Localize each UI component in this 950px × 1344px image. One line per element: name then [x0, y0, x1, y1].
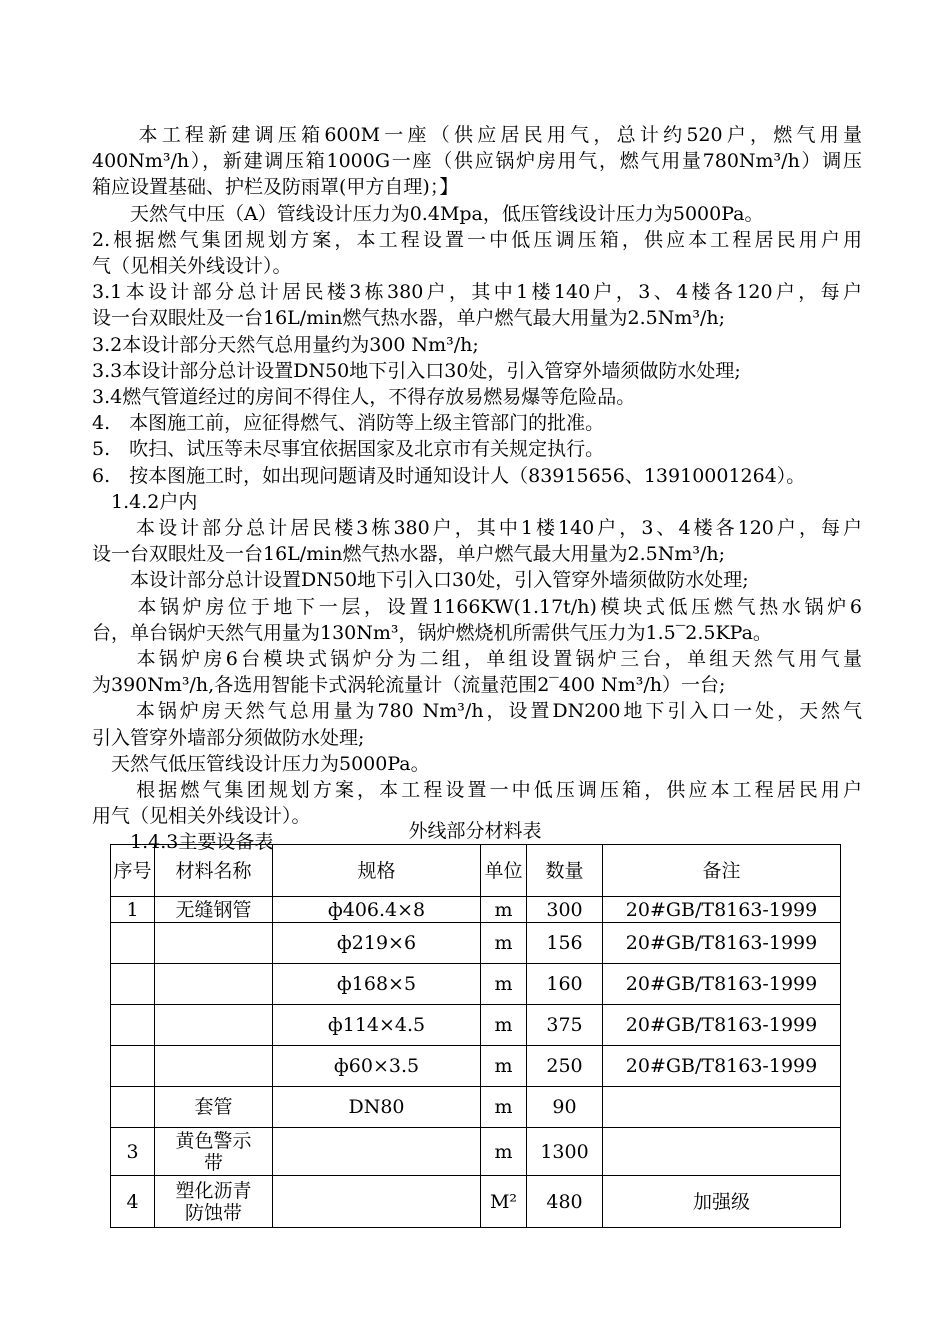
table-row: [111, 923, 841, 964]
text-line: 引入管穿外墙部分须做防水处理;: [92, 727, 365, 749]
cell-quantity: 480: [527, 1176, 603, 1228]
cell-quantity: 375: [527, 1005, 603, 1046]
cell-spec: ф168×5: [273, 964, 481, 1005]
text-line: 3.4燃气管道经过的房间不得住人，不得存放易燃易爆等危险品。: [92, 386, 636, 408]
table-body: [111, 897, 841, 1228]
text-line: 5. 吹扫、试压等未尽事宜依据国家及北京市有关规定执行。: [92, 438, 605, 460]
cell-unit: m: [481, 964, 527, 1005]
text-line: 本锅炉房天然气总用量为780 Nm³/h，设置DN200地下引入口一处，天然气: [92, 700, 862, 722]
text-line: 6. 按本图施工时，如出现问题请及时通知设计人（83915656、13910001264）。: [92, 465, 806, 487]
cell-material-name: [155, 923, 273, 964]
header-material-name: 材料名称: [155, 845, 273, 897]
table-header-row: [111, 845, 841, 897]
cell-index: 3: [111, 1128, 155, 1176]
header-remarks: 备注: [603, 845, 841, 897]
text-line: 1.4.3主要设备表: [92, 831, 274, 853]
text-line: 本锅炉房6台模块式锅炉分为二组，单组设置锅炉三台，单组天然气用气量: [92, 648, 862, 670]
cell-remarks: 20#GB/T8163-1999: [603, 1046, 841, 1087]
text-line: 用气（见相关外线设计）。: [92, 805, 311, 827]
cell-unit: m: [481, 1087, 527, 1128]
cell-material-name: [155, 964, 273, 1005]
text-line: 天然气低压管线设计压力为5000Pa。: [92, 753, 430, 775]
text-line: 设一台双眼灶及一台16L/min燃气热水器，单户燃气最大用量为2.5Nm³/h;: [92, 307, 726, 329]
cell-remarks: [603, 1087, 841, 1128]
cell-index: [111, 1046, 155, 1087]
text-line: 本设计部分总计居民楼3栋380户，其中1楼140户，3、4楼各120户，每户: [92, 517, 862, 539]
text-line: 本锅炉房位于地下一层，设置1166KW(1.17t/h)模块式低压燃气热水锅炉6: [92, 596, 862, 618]
cell-quantity: 250: [527, 1046, 603, 1087]
cell-unit: m: [481, 1005, 527, 1046]
cell-spec: DN80: [273, 1087, 481, 1128]
text-line: 3.2本设计部分天然气总用量约为300 Nm³/h;: [92, 334, 479, 356]
cell-quantity: 156: [527, 923, 603, 964]
table-row: [111, 897, 841, 923]
cell-spec: ф60×3.5: [273, 1046, 481, 1087]
cell-unit: m: [481, 897, 527, 923]
text-line: 台，单台锅炉天然气用量为130Nm³，锅炉燃烧机所需供气压力为1.5‾2.5KPa。: [92, 622, 772, 644]
text-line: 3.3本设计部分总计设置DN50地下引入口30处，引入管穿外墙须做防水处理;: [92, 360, 741, 382]
cell-quantity: 300: [527, 897, 603, 923]
cell-quantity: 1300: [527, 1128, 603, 1176]
cell-index: 1: [111, 897, 155, 923]
cell-material-name: [155, 1005, 273, 1046]
table-row: [111, 1128, 841, 1176]
cell-material-name: [155, 1046, 273, 1087]
cell-material-name: 塑化沥青防蚀带: [155, 1176, 273, 1228]
text-line: 箱应设置基础、护栏及防雨罩(甲方自理)；】: [92, 176, 459, 198]
cell-index: [111, 923, 155, 964]
text-line: 天然气中压（A）管线设计压力为0.4Mpa，低压管线设计压力为5000Pa。: [92, 203, 764, 225]
text-line: 1.4.2户内: [92, 491, 198, 513]
text-line: 3.1本设计部分总计居民楼3栋380户，其中1楼140户，3、4楼各120户，每户: [92, 281, 862, 303]
cell-material-name: 无缝钢管: [155, 897, 273, 923]
text-line: 气（见相关外线设计）。: [92, 255, 292, 277]
cell-unit: M²: [481, 1176, 527, 1228]
materials-table: [110, 844, 841, 1228]
text-line: 设一台双眼灶及一台16L/min燃气热水器，单户燃气最大用量为2.5Nm³/h;: [92, 543, 726, 565]
cell-index: [111, 964, 155, 1005]
table-row: [111, 1005, 841, 1046]
cell-remarks: [603, 1128, 841, 1176]
cell-material-name: 黄色警示带: [155, 1128, 273, 1176]
cell-spec: ф406.4×8: [273, 897, 481, 923]
text-line: 2.根据燃气集团规划方案，本工程设置一中低压调压箱，供应本工程居民用户用: [92, 229, 862, 251]
cell-unit: m: [481, 1046, 527, 1087]
table-row: [111, 964, 841, 1005]
table-caption: 外线部分材料表: [408, 820, 542, 842]
cell-spec: ф114×4.5: [273, 1005, 481, 1046]
table-row: [111, 1046, 841, 1087]
text-line: 4. 本图施工前，应征得燃气、消防等上级主管部门的批准。: [92, 412, 605, 434]
cell-material-name: 套管: [155, 1087, 273, 1128]
text-line: 本工程新建调压箱600M一座（供应居民用气，总计约520户，燃气用量: [92, 124, 862, 146]
cell-quantity: 90: [527, 1087, 603, 1128]
text-line: 根据燃气集团规划方案，本工程设置一中低压调压箱，供应本工程居民用户: [92, 779, 862, 801]
cell-remarks: 20#GB/T8163-1999: [603, 1005, 841, 1046]
cell-unit: m: [481, 923, 527, 964]
cell-remarks: 20#GB/T8163-1999: [603, 923, 841, 964]
header-index: 序号: [111, 845, 155, 897]
cell-index: 4: [111, 1176, 155, 1228]
header-quantity: 数量: [527, 845, 603, 897]
cell-quantity: 160: [527, 964, 603, 1005]
cell-remarks: 加强级: [603, 1176, 841, 1228]
text-line: 本设计部分总计设置DN50地下引入口30处，引入管穿外墙须做防水处理;: [92, 569, 749, 591]
cell-spec: ф219×6: [273, 923, 481, 964]
cell-unit: m: [481, 1128, 527, 1176]
table-row: [111, 1087, 841, 1128]
text-line: 为390Nm³/h,各选用智能卡式涡轮流量计（流量范围2‾400 Nm³/h）一台;: [92, 674, 726, 696]
cell-remarks: 20#GB/T8163-1999: [603, 964, 841, 1005]
cell-spec: [273, 1128, 481, 1176]
header-unit: 单位: [481, 845, 527, 897]
header-spec: 规格: [273, 845, 481, 897]
table-row: [111, 1176, 841, 1228]
text-line: 400Nm³/h），新建调压箱1000G一座（供应锅炉房用气，燃气用量780Nm³/h）调压: [92, 150, 862, 172]
cell-index: [111, 1087, 155, 1128]
cell-remarks: 20#GB/T8163-1999: [603, 897, 841, 923]
cell-index: [111, 1005, 155, 1046]
cell-spec: [273, 1176, 481, 1228]
